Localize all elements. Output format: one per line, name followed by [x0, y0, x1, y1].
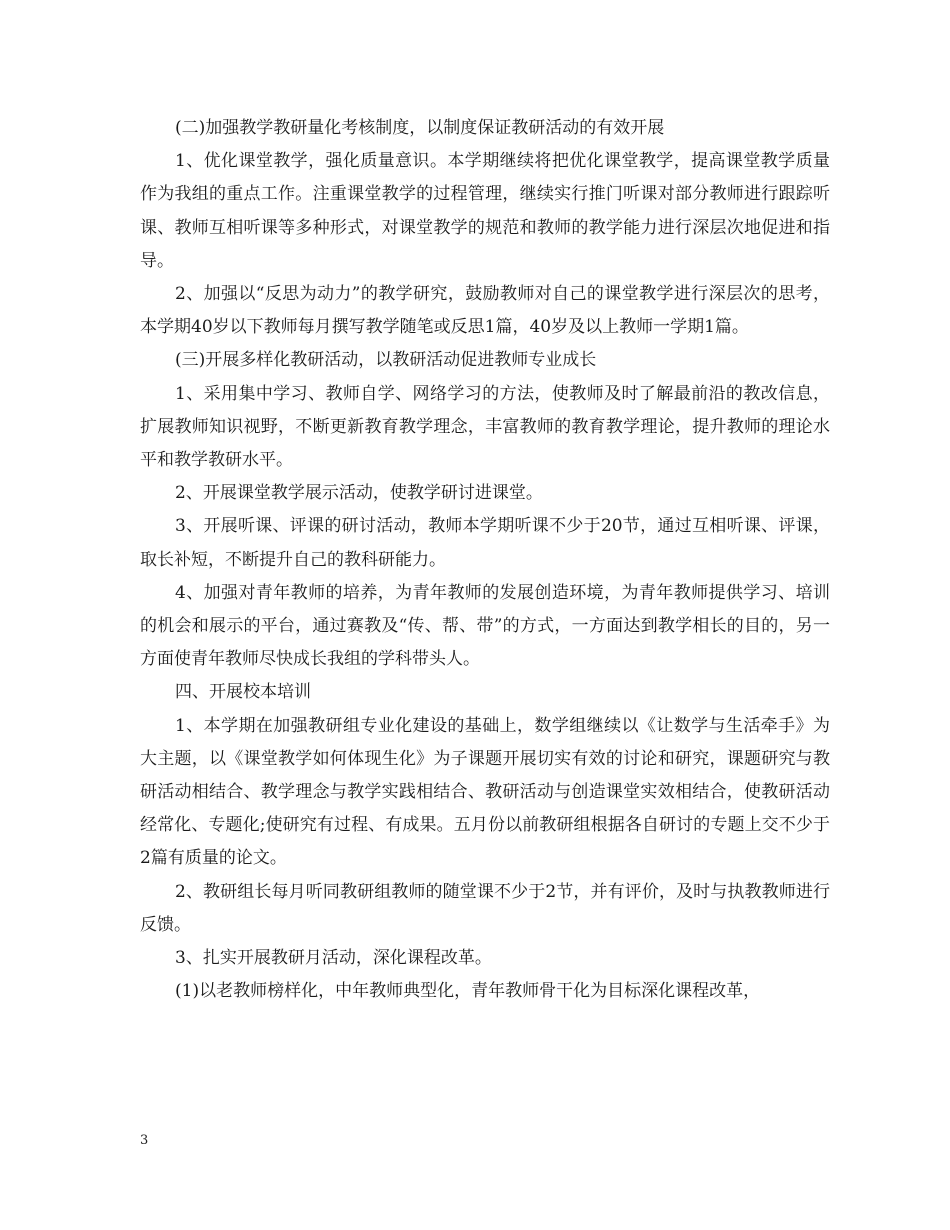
document-body [140, 112, 830, 1008]
paragraph-group-leader: 2、教研组长每月听同教研组教师的随堂课不少于2节，并有评价，及时与执教教师进行反馈。 [140, 881, 830, 935]
paragraph-reform-goal: (1)以老教师榜样化，中年教师典型化，青年教师骨干化为目标深化课程改革， [175, 981, 761, 1002]
paragraph-optimize-teaching: 1、优化课堂教学，强化质量意识。本学期继续将把优化课堂教学，提高课堂教学质量作为我组的重点工作。注重课堂教学的过程管理，继续实行推门听课对部分教师进行跟踪听课、教师互相听课等多种形式，对课堂教学的规范和教师的教学能力进行深层次地促进和指导。 [140, 151, 830, 271]
paragraph-classroom-showcase: 2、开展课堂教学展示活动，使教学研讨进课堂。 [175, 483, 543, 504]
paragraph-reflection-research: 2、加强以“反思为动力”的教学研究，鼓励教师对自己的课堂教学进行深层次的思考，本学期40岁以下教师每月撰写教学随笔或反思1篇，40岁及以上教师一学期1篇。 [140, 284, 830, 338]
paragraph-study-methods: 1、采用集中学习、教师自学、网络学习的方法，使教师及时了解最前沿的教改信息，扩展教师知识视野，不断更新教育教学理念，丰富教师的教育教学理论，提升教师的理论水平和教学教研水平。 [140, 383, 830, 471]
paragraph-research-month: 3、扎实开展教研月活动，深化课程改革。 [175, 948, 492, 969]
paragraph-young-teachers: 4、加强对青年教师的培养，为青年教师的发展创造环境，为青年教师提供学习、培训的机会和展示的平台，通过赛教及“传、帮、带”的方式，一方面达到教学相长的目的，另一方面使青年教师尽快成长我组的学科带头人。 [140, 582, 830, 670]
section-heading-3: (三)开展多样化教研活动，以教研活动促进教师专业成长 [175, 350, 597, 371]
section-heading-2: (二)加强教学教研量化考核制度，以制度保证教研活动的有效开展 [175, 118, 665, 138]
page-number: 3 [140, 1133, 149, 1148]
paragraph-lesson-observation: 3、开展听课、评课的研讨活动，教师本学期听课不少于20节，通过互相听课、评课，取长补短，不断提升自己的教科研能力。 [140, 516, 830, 570]
section-heading-4: 四、开展校本培训 [175, 682, 311, 703]
paragraph-school-training: 1、本学期在加强教研组专业化建设的基础上，数学组继续以《让数学与生活牵手》为大主题，以《课堂教学如何体现生化》为子课题开展切实有效的讨论和研究，课题研究与教研活动相结合、教学理念与教学实践相结合、教研活动与创造课堂实效相结合，使教研活动经常化、专题化;使研究有过程、有成果。五月份以前教研组根据各自研讨的专题上交不少于2篇有质量的论文。 [140, 715, 830, 869]
